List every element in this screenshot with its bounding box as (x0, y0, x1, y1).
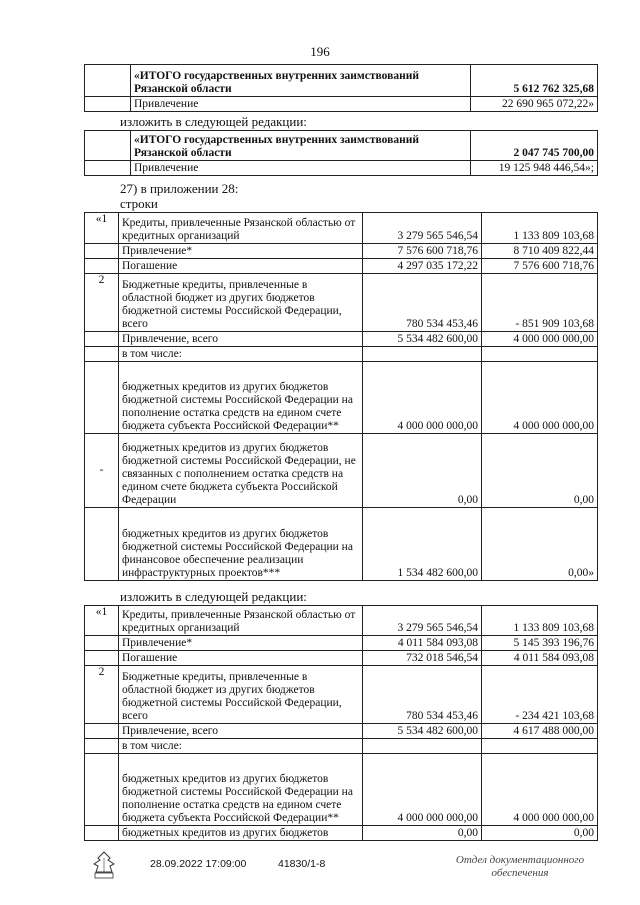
table-old-r1-v2: 1 133 809 103,68 (482, 213, 598, 244)
table-new-r5-label: Привлечение, всего (119, 724, 363, 739)
intro-2: изложить в следующей редакции: (120, 589, 307, 604)
table-new-r3-v2: 4 011 584 093,08 (482, 651, 598, 666)
appendix-old-table (84, 212, 598, 581)
table-new-r6-label: в том числе: (119, 739, 363, 754)
total-old-table (84, 64, 598, 112)
table-new-r5-v1: 5 534 482 600,00 (363, 724, 482, 739)
table-old-r9-label: бюджетных кредитов из других бюджетов бюджетной системы Российской Федерации на финансовое обеспечение реализации инфраструктурных проектов*** (119, 508, 363, 581)
table-old-r2-v2: 8 710 409 822,44 (482, 244, 598, 259)
table-old-r3-v1: 4 297 035 172,22 (363, 259, 482, 274)
table-old-r6-label: в том числе: (119, 347, 363, 362)
table-new-r5-v2: 4 617 488 000,00 (482, 724, 598, 739)
footer-doc-number: 41830/1-8 (278, 858, 326, 870)
table-new-r2-v2: 5 145 393 196,76 (482, 636, 598, 651)
table-old-r3-v2: 7 576 600 718,76 (482, 259, 598, 274)
table-new-r7-v1: 4 000 000 000,00 (363, 754, 482, 826)
table-new-r4-label: Бюджетные кредиты, привлеченные в областной бюджет из других бюджетов бюджетной системы Российской Федерации, всего (119, 666, 363, 724)
table-new-r1-label: Кредиты, привлеченные Рязанской областью от кредитных организаций (119, 606, 363, 636)
table-old-r9-v1: 1 534 482 600,00 (363, 508, 482, 581)
table-new-r8-v1: 0,00 (363, 826, 482, 841)
total-new-title: «ИТОГО государственных внутренних заимствований Рязанской области (131, 131, 471, 161)
intro-1: изложить в следующей редакции: (120, 114, 307, 129)
total-old-value: 5 612 762 325,68 (471, 65, 598, 97)
table-new-r1-v2: 1 133 809 103,68 (482, 606, 598, 636)
table-old-r5-v2: 4 000 000 000,00 (482, 332, 598, 347)
total-new-row-label: Привлечение (131, 161, 471, 176)
table-old-r1-num: «1 (85, 213, 119, 244)
table-old-r7-label: бюджетных кредитов из других бюджетов бюджетной системы Российской Федерации на пополнение остатка средств на едином счете бюджета субъекта Российской Федерации** (119, 362, 363, 434)
table-old-r4-num: 2 (85, 274, 119, 332)
table-new-r8-v2: 0,00 (482, 826, 598, 841)
total-old-row-label: Привлечение (131, 97, 471, 112)
item-27: 27) в приложении 28: (120, 181, 239, 196)
table-old-r8-v2: 0,00 (482, 434, 598, 508)
table-old-r3-label: Погашение (119, 259, 363, 274)
table-old-r1-label: Кредиты, привлеченные Рязанской областью от кредитных организаций (119, 213, 363, 244)
table-new-r7-v2: 4 000 000 000,00 (482, 754, 598, 826)
table-old-r5-label: Привлечение, всего (119, 332, 363, 347)
page-number: 196 (310, 44, 330, 59)
table-new-r4-v1: 780 534 453,46 (363, 666, 482, 724)
table-old-r4-label: Бюджетные кредиты, привлеченные в областной бюджет из других бюджетов бюджетной системы Российской Федерации, всего (119, 274, 363, 332)
table-new-r2-v1: 4 011 584 093,08 (363, 636, 482, 651)
table-old-r4-v2: - 851 909 103,68 (482, 274, 598, 332)
table-old-r5-v1: 5 534 482 600,00 (363, 332, 482, 347)
footer-datetime: 28.09.2022 17:09:00 (150, 858, 247, 870)
table-new-r4-num: 2 (85, 666, 119, 724)
lines-word: строки (120, 196, 158, 211)
table-new-r1-v1: 3 279 565 546,54 (363, 606, 482, 636)
total-new-row-value: 19 125 948 446,54»; (471, 161, 598, 176)
coat-of-arms-icon (90, 850, 118, 880)
table-old-r8-num: - (85, 434, 119, 508)
table-old-r8-v1: 0,00 (363, 434, 482, 508)
table-new-r3-label: Погашение (119, 651, 363, 666)
table-old-r9-v2: 0,00» (482, 508, 598, 581)
table-old-r4-v1: 780 534 453,46 (363, 274, 482, 332)
table-new-r1-num: «1 (85, 606, 119, 636)
table-new-r8-label: бюджетных кредитов из других бюджетов (119, 826, 363, 841)
table-old-r8-label: бюджетных кредитов из других бюджетов бюджетной системы Российской Федерации, не связанных с пополнением остатка средств на едином счете бюджета субъекта Российской Федерации (119, 434, 363, 508)
table-old-r7-v2: 4 000 000 000,00 (482, 362, 598, 434)
table-old-r2-v1: 7 576 600 718,76 (363, 244, 482, 259)
table-old-r1-v1: 3 279 565 546,54 (363, 213, 482, 244)
table-new-r2-label: Привлечение* (119, 636, 363, 651)
total-new-value: 2 047 745 700,00 (471, 131, 598, 161)
total-new-table (84, 130, 598, 176)
table-new-r4-v2: - 234 421 103,68 (482, 666, 598, 724)
table-new-r3-v1: 732 018 546,54 (363, 651, 482, 666)
appendix-new-table (84, 605, 598, 841)
footer-department: Отдел документационного обеспечения (455, 854, 585, 879)
table-old-r7-v1: 4 000 000 000,00 (363, 362, 482, 434)
total-old-row-value: 22 690 965 072,22» (471, 97, 598, 112)
total-old-title: «ИТОГО государственных внутренних заимствований Рязанской области (131, 65, 471, 97)
table-old-r2-label: Привлечение* (119, 244, 363, 259)
table-new-r7-label: бюджетных кредитов из других бюджетов бюджетной системы Российской Федерации на пополнение остатка средств на едином счете бюджета субъекта Российской Федерации** (119, 754, 363, 826)
